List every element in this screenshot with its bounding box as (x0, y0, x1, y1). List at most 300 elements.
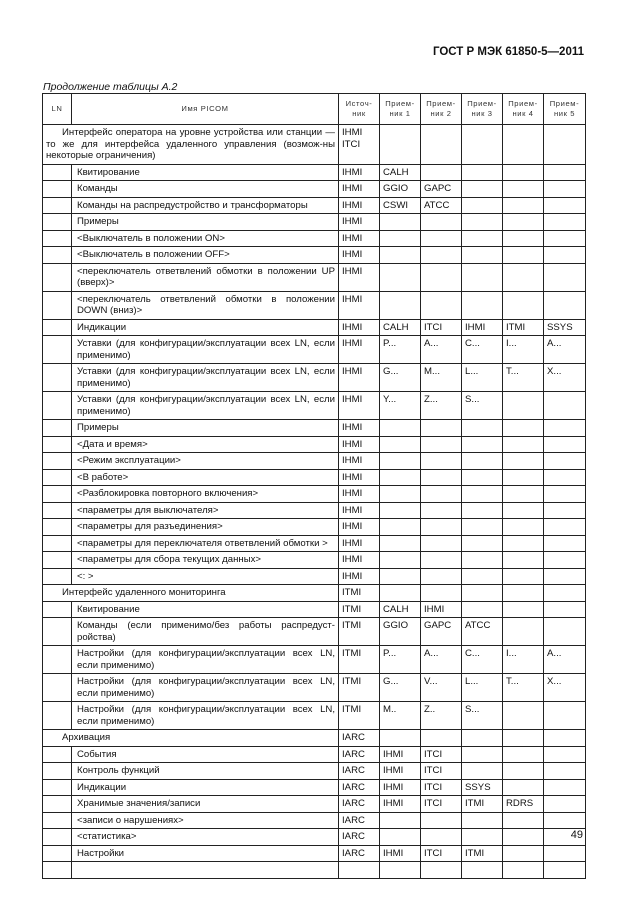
source-cell: IHMI (339, 519, 380, 536)
column-header: Прием-ник 5 (544, 94, 586, 125)
receiver-cell (503, 779, 544, 796)
column-header: Прием-ник 4 (503, 94, 544, 125)
source-cell: IHMI (339, 263, 380, 291)
receiver-cell (462, 502, 503, 519)
receiver-cell (421, 535, 462, 552)
receiver-cell (462, 420, 503, 437)
receiver-cell (462, 535, 503, 552)
table-row (43, 436, 586, 453)
receiver-cell: GGIO (380, 181, 421, 198)
receiver-cell (421, 214, 462, 231)
receiver-cell: G... (380, 364, 421, 392)
receiver-cell (380, 125, 421, 165)
ln-cell (43, 263, 72, 291)
picom-name: Индикации (72, 319, 339, 336)
picom-name: <Выключатель в положении ON> (72, 230, 339, 247)
source-cell: IHMI (339, 230, 380, 247)
receiver-cell: IHMI (421, 601, 462, 618)
receiver-cell (421, 263, 462, 291)
receiver-cell (421, 486, 462, 503)
receiver-cell (421, 552, 462, 569)
receiver-cell (503, 702, 544, 730)
receiver-cell (544, 420, 586, 437)
receiver-cell (503, 812, 544, 829)
receiver-cell (544, 519, 586, 536)
receiver-cell (503, 164, 544, 181)
receiver-cell (421, 125, 462, 165)
ln-cell (43, 702, 72, 730)
page-number: 49 (570, 829, 583, 841)
receiver-cell (544, 453, 586, 470)
receiver-cell: RDRS (503, 796, 544, 813)
table-row (43, 164, 586, 181)
receiver-cell: Z.. (421, 702, 462, 730)
receiver-cell: ITCI (421, 796, 462, 813)
receiver-cell (503, 763, 544, 780)
receiver-cell: L... (462, 674, 503, 702)
ln-cell (43, 829, 72, 846)
receiver-cell: ITMI (462, 845, 503, 862)
receiver-cell (503, 247, 544, 264)
receiver-cell: ITMI (462, 796, 503, 813)
receiver-cell (544, 601, 586, 618)
receiver-cell (544, 702, 586, 730)
receiver-cell: ITCI (421, 763, 462, 780)
receiver-cell (544, 197, 586, 214)
receiver-cell (503, 453, 544, 470)
table-row (43, 364, 586, 392)
receiver-cell: ITCI (421, 746, 462, 763)
section-row (43, 585, 586, 602)
ln-cell (43, 469, 72, 486)
receiver-cell: S... (462, 392, 503, 420)
picom-name: Хранимые значения/записи (72, 796, 339, 813)
source-cell: IARC (339, 845, 380, 862)
receiver-cell (421, 420, 462, 437)
receiver-cell (544, 845, 586, 862)
receiver-cell (503, 845, 544, 862)
section-title: Интерфейс удаленного мониторинга (43, 585, 339, 602)
picom-name: <переключатель ответвлений обмотки в положении DOWN (вниз)> (72, 291, 339, 319)
empty-cell (544, 862, 586, 879)
receiver-cell (503, 181, 544, 198)
receiver-cell (503, 486, 544, 503)
source-cell: IHMI (339, 420, 380, 437)
picom-name: <: > (72, 568, 339, 585)
receiver-cell (462, 746, 503, 763)
receiver-cell: V... (421, 674, 462, 702)
receiver-cell: GAPC (421, 181, 462, 198)
receiver-cell: CALH (380, 601, 421, 618)
receiver-cell (503, 436, 544, 453)
receiver-cell: GAPC (421, 618, 462, 646)
table-row (43, 197, 586, 214)
table-row (43, 779, 586, 796)
ln-cell (43, 746, 72, 763)
source-cell: IHMI ITCI (339, 125, 380, 165)
receiver-cell: L... (462, 364, 503, 392)
source-cell: IHMI (339, 453, 380, 470)
receiver-cell: P... (380, 646, 421, 674)
receiver-cell: ATCC (462, 618, 503, 646)
table-row (43, 502, 586, 519)
ln-cell (43, 646, 72, 674)
picom-name: <Режим эксплуатации> (72, 453, 339, 470)
picom-name: Квитирование (72, 164, 339, 181)
document-header: ГОСТ Р МЭК 61850-5—2011 (432, 46, 584, 58)
receiver-cell (544, 746, 586, 763)
source-cell: IHMI (339, 486, 380, 503)
ln-cell (43, 502, 72, 519)
empty-cell (462, 862, 503, 879)
source-cell: IHMI (339, 291, 380, 319)
table-row (43, 845, 586, 862)
ln-cell (43, 763, 72, 780)
receiver-cell (503, 291, 544, 319)
source-cell: IHMI (339, 319, 380, 336)
ln-cell (43, 674, 72, 702)
receiver-cell (380, 469, 421, 486)
table-row (43, 746, 586, 763)
receiver-cell: Z... (421, 392, 462, 420)
receiver-cell (544, 230, 586, 247)
receiver-cell (503, 829, 544, 846)
receiver-cell (544, 779, 586, 796)
receiver-cell: X... (544, 364, 586, 392)
receiver-cell (462, 125, 503, 165)
receiver-cell (503, 519, 544, 536)
table-row (43, 763, 586, 780)
receiver-cell: A... (421, 336, 462, 364)
picom-name: Квитирование (72, 601, 339, 618)
table-row (43, 469, 586, 486)
empty-cell (503, 862, 544, 879)
receiver-cell (462, 585, 503, 602)
column-header: Прием-ник 3 (462, 94, 503, 125)
receiver-cell (544, 469, 586, 486)
receiver-cell (503, 263, 544, 291)
receiver-cell (462, 601, 503, 618)
ln-cell (43, 214, 72, 231)
receiver-cell (544, 125, 586, 165)
receiver-cell (462, 730, 503, 747)
receiver-cell (503, 535, 544, 552)
ln-cell (43, 420, 72, 437)
receiver-cell (462, 214, 503, 231)
receiver-cell: CSWI (380, 197, 421, 214)
source-cell: ITMI (339, 618, 380, 646)
table-row (43, 263, 586, 291)
receiver-cell (380, 812, 421, 829)
ln-cell (43, 247, 72, 264)
source-cell: IARC (339, 779, 380, 796)
receiver-cell: IHMI (380, 746, 421, 763)
receiver-cell (462, 181, 503, 198)
table-row (43, 230, 586, 247)
receiver-cell (421, 829, 462, 846)
source-cell: IHMI (339, 197, 380, 214)
table-row (43, 812, 586, 829)
receiver-cell (462, 486, 503, 503)
section-row (43, 125, 586, 165)
receiver-cell (503, 618, 544, 646)
receiver-cell: P... (380, 336, 421, 364)
picom-name: Уставки (для конфигурации/эксплуатации всех LN, если применимо) (72, 392, 339, 420)
source-cell: IHMI (339, 502, 380, 519)
ln-cell (43, 796, 72, 813)
receiver-cell: T... (503, 674, 544, 702)
ln-cell (43, 568, 72, 585)
receiver-cell (421, 291, 462, 319)
receiver-cell (380, 420, 421, 437)
receiver-cell (380, 502, 421, 519)
picom-name: <переключатель ответвлений обмотки в положении UP (вверх)> (72, 263, 339, 291)
receiver-cell (544, 618, 586, 646)
ln-cell (43, 197, 72, 214)
receiver-cell (421, 164, 462, 181)
table-row (43, 319, 586, 336)
table-row (43, 214, 586, 231)
receiver-cell: X... (544, 674, 586, 702)
receiver-cell: IHMI (462, 319, 503, 336)
receiver-cell (380, 585, 421, 602)
receiver-cell: CALH (380, 164, 421, 181)
table-row (43, 796, 586, 813)
receiver-cell (421, 247, 462, 264)
picom-name: Уставки (для конфигурации/эксплуатации всех LN, если применимо) (72, 364, 339, 392)
receiver-cell (421, 568, 462, 585)
receiver-cell (544, 181, 586, 198)
column-header: Прием-ник 2 (421, 94, 462, 125)
source-cell: IHMI (339, 214, 380, 231)
receiver-cell: A... (544, 336, 586, 364)
receiver-cell (544, 812, 586, 829)
receiver-cell (462, 469, 503, 486)
receiver-cell (380, 519, 421, 536)
receiver-cell: I... (503, 336, 544, 364)
receiver-cell: M... (421, 364, 462, 392)
receiver-cell (503, 392, 544, 420)
receiver-cell (462, 436, 503, 453)
table-row (43, 291, 586, 319)
receiver-cell (544, 552, 586, 569)
table-row (43, 392, 586, 420)
ln-cell (43, 392, 72, 420)
receiver-cell (462, 568, 503, 585)
empty-cell (421, 862, 462, 879)
receiver-cell (380, 730, 421, 747)
receiver-cell: A... (421, 646, 462, 674)
empty-cell (72, 862, 339, 879)
picom-name: <параметры для выключателя> (72, 502, 339, 519)
receiver-cell (544, 392, 586, 420)
source-cell: IHMI (339, 336, 380, 364)
receiver-cell (380, 486, 421, 503)
receiver-cell: I... (503, 646, 544, 674)
receiver-cell (462, 763, 503, 780)
ln-cell (43, 618, 72, 646)
section-title: Архивация (43, 730, 339, 747)
receiver-cell (462, 230, 503, 247)
receiver-cell (503, 568, 544, 585)
picom-name: Примеры (72, 214, 339, 231)
receiver-cell (380, 436, 421, 453)
picom-name: Контроль функций (72, 763, 339, 780)
ln-cell (43, 364, 72, 392)
receiver-cell (503, 552, 544, 569)
receiver-cell: A... (544, 646, 586, 674)
receiver-cell (462, 812, 503, 829)
ln-cell (43, 319, 72, 336)
picom-name: <записи о нарушениях> (72, 812, 339, 829)
receiver-cell (503, 469, 544, 486)
receiver-cell (544, 263, 586, 291)
receiver-cell (503, 214, 544, 231)
table-row (43, 181, 586, 198)
receiver-cell: C... (462, 646, 503, 674)
picom-name: <Дата и время> (72, 436, 339, 453)
column-header: LN (43, 94, 72, 125)
table-row (43, 618, 586, 646)
receiver-cell (462, 829, 503, 846)
receiver-cell (421, 453, 462, 470)
source-cell: IHMI (339, 164, 380, 181)
table-row (43, 519, 586, 536)
receiver-cell (544, 247, 586, 264)
receiver-cell (503, 585, 544, 602)
picom-name: <параметры для сбора текущих данных> (72, 552, 339, 569)
ln-cell (43, 453, 72, 470)
source-cell: IHMI (339, 436, 380, 453)
receiver-cell (380, 535, 421, 552)
ln-cell (43, 164, 72, 181)
receiver-cell (380, 247, 421, 264)
source-cell: ITMI (339, 585, 380, 602)
receiver-cell (462, 164, 503, 181)
receiver-cell (503, 125, 544, 165)
ln-cell (43, 486, 72, 503)
source-cell: IHMI (339, 364, 380, 392)
receiver-cell (421, 436, 462, 453)
source-cell: IHMI (339, 392, 380, 420)
table-row (43, 646, 586, 674)
receiver-cell (503, 420, 544, 437)
receiver-cell (380, 230, 421, 247)
receiver-cell: Y... (380, 392, 421, 420)
ln-cell (43, 519, 72, 536)
receiver-cell: SSYS (544, 319, 586, 336)
table-row (43, 486, 586, 503)
receiver-cell (544, 291, 586, 319)
table-row (43, 674, 586, 702)
picom-name: Примеры (72, 420, 339, 437)
ln-cell (43, 812, 72, 829)
ln-cell (43, 436, 72, 453)
receiver-cell (380, 453, 421, 470)
receiver-cell (380, 263, 421, 291)
receiver-cell: GGIO (380, 618, 421, 646)
picom-name: Индикации (72, 779, 339, 796)
picom-name: Команды (если применимо/без работы распредуст-ройства) (72, 618, 339, 646)
receiver-cell (421, 519, 462, 536)
receiver-cell (503, 730, 544, 747)
receiver-cell (380, 829, 421, 846)
picom-name: Настройки (для конфигурации/эксплуатации всех LN, если применимо) (72, 674, 339, 702)
section-title: Интерфейс оператора на уровне устройства или станции — то же для интерфейса удаленного управления (возмож-ны некоторые ограничения) (43, 125, 339, 165)
receiver-cell (421, 230, 462, 247)
picom-name: <параметры для разъединения> (72, 519, 339, 536)
receiver-cell: SSYS (462, 779, 503, 796)
picom-name: Команды на распредустройство и трансформаторы (72, 197, 339, 214)
receiver-cell (462, 453, 503, 470)
receiver-cell: CALH (380, 319, 421, 336)
receiver-cell: ITCI (421, 845, 462, 862)
picom-name: <Выключатель в положении OFF> (72, 247, 339, 264)
picom-name: Команды (72, 181, 339, 198)
ln-cell (43, 230, 72, 247)
picom-name: Настройки (для конфигурации/эксплуатации всех LN, если применимо) (72, 702, 339, 730)
source-cell: ITMI (339, 601, 380, 618)
table-row (43, 535, 586, 552)
table-caption: Продолжение таблицы А.2 (43, 81, 178, 93)
receiver-cell (380, 568, 421, 585)
table-row (43, 552, 586, 569)
source-cell: ITMI (339, 674, 380, 702)
receiver-cell (462, 263, 503, 291)
picom-name: <В работе> (72, 469, 339, 486)
table-row (43, 601, 586, 618)
receiver-cell (503, 601, 544, 618)
ln-cell (43, 535, 72, 552)
table-row (43, 336, 586, 364)
receiver-cell: G... (380, 674, 421, 702)
column-header: Имя PICOM (72, 94, 339, 125)
empty-cell (339, 862, 380, 879)
receiver-cell (421, 812, 462, 829)
table-row (43, 568, 586, 585)
picom-name: <статистика> (72, 829, 339, 846)
ln-cell (43, 552, 72, 569)
ln-cell (43, 336, 72, 364)
column-header: Источ-ник (339, 94, 380, 125)
receiver-cell: S... (462, 702, 503, 730)
receiver-cell (462, 552, 503, 569)
receiver-cell (544, 486, 586, 503)
receiver-cell (462, 519, 503, 536)
table-row (43, 862, 586, 879)
receiver-cell (421, 730, 462, 747)
receiver-cell: ITCI (421, 319, 462, 336)
source-cell: IARC (339, 763, 380, 780)
receiver-cell (421, 502, 462, 519)
receiver-cell (544, 436, 586, 453)
ln-cell (43, 601, 72, 618)
receiver-cell (544, 730, 586, 747)
receiver-cell: T... (503, 364, 544, 392)
source-cell: IHMI (339, 181, 380, 198)
source-cell: ITMI (339, 646, 380, 674)
table-row (43, 702, 586, 730)
table-row (43, 247, 586, 264)
receiver-cell (544, 568, 586, 585)
ln-cell (43, 779, 72, 796)
source-cell: IARC (339, 746, 380, 763)
receiver-cell (503, 230, 544, 247)
column-header: Прием-ник 1 (380, 94, 421, 125)
table-row (43, 829, 586, 846)
receiver-cell: IHMI (380, 763, 421, 780)
receiver-cell: M.. (380, 702, 421, 730)
